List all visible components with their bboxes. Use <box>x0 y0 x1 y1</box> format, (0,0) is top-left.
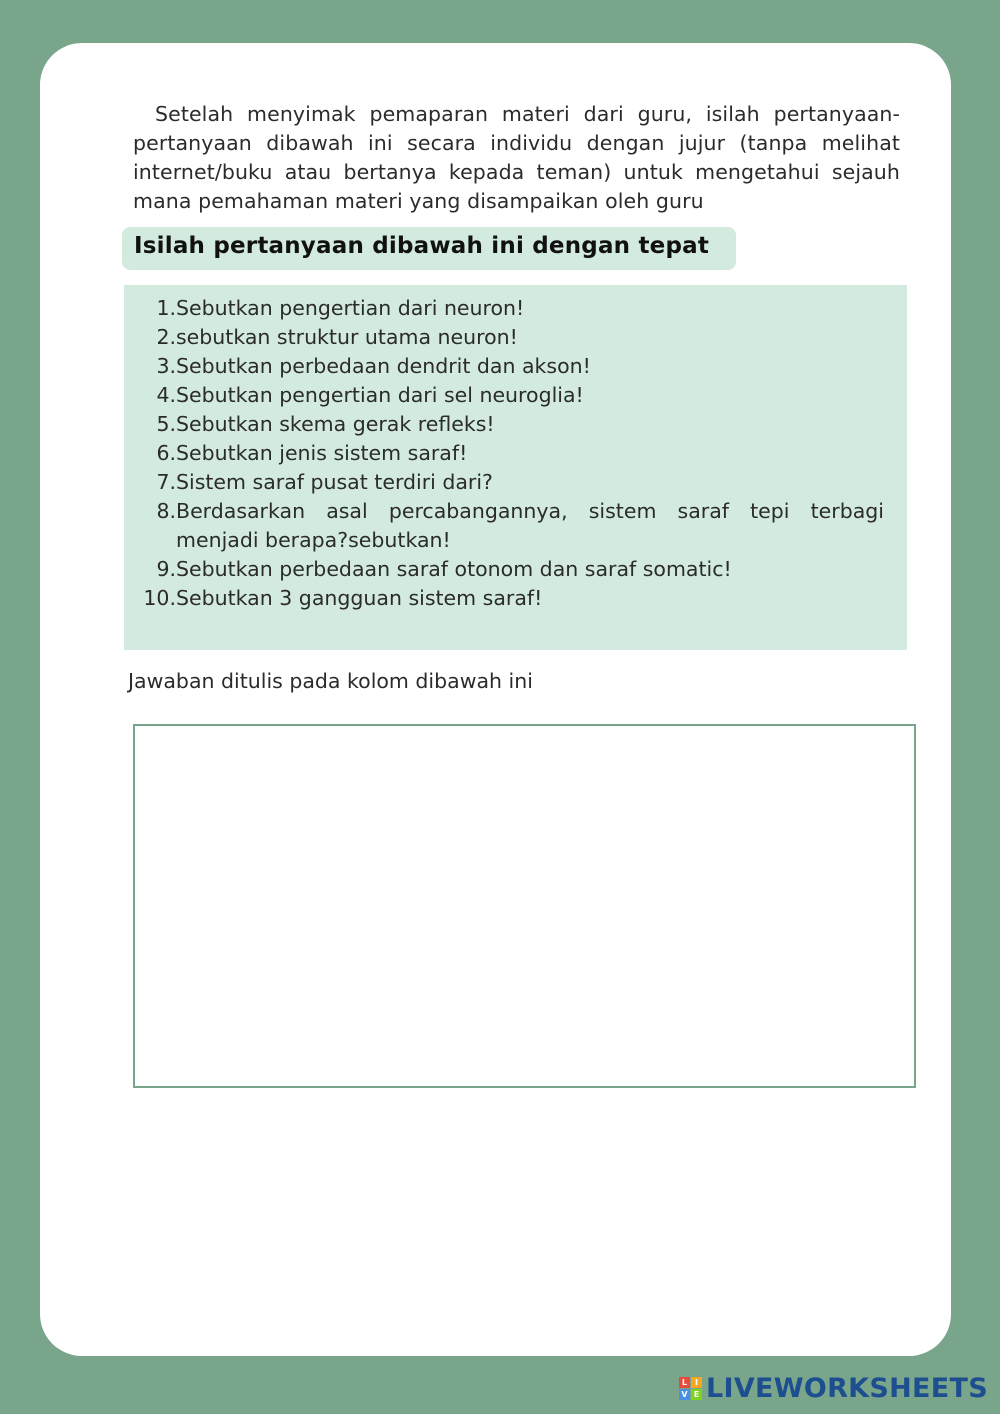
questions-panel <box>124 285 907 650</box>
liveworksheets-logo-icon <box>679 1377 702 1400</box>
question-item <box>134 497 884 555</box>
question-item <box>134 439 884 468</box>
logo-letter-l: L <box>679 1377 690 1388</box>
question-item <box>134 381 884 410</box>
question-number: 10. <box>143 586 176 610</box>
question-text: Sebutkan pengertian dari neuron! <box>176 296 525 320</box>
logo-letter-i: I <box>691 1377 702 1388</box>
question-number: 3. <box>156 354 176 378</box>
question-number: 4. <box>156 383 176 407</box>
question-text: Sebutkan pengertian dari sel neuroglia! <box>176 383 584 407</box>
answer-instruction: Jawaban ditulis pada kolom dibawah ini <box>128 669 533 693</box>
question-text: sebutkan struktur utama neuron! <box>176 325 518 349</box>
brand-name: LIVEWORKSHEETS <box>705 1373 988 1404</box>
question-number: 9. <box>156 557 176 581</box>
question-item <box>134 352 884 381</box>
question-number: 8. <box>156 499 176 523</box>
question-text: Sebutkan 3 gangguan sistem saraf! <box>176 586 543 610</box>
logo-letter-e: E <box>691 1389 702 1400</box>
question-number: 6. <box>156 441 176 465</box>
question-number: 7. <box>156 470 176 494</box>
question-number: 5. <box>156 412 176 436</box>
question-number: 2. <box>156 325 176 349</box>
question-text: Sebutkan perbedaan saraf otonom dan saraf somatic! <box>176 557 732 581</box>
question-item <box>134 584 884 613</box>
question-item <box>134 294 884 323</box>
liveworksheets-brand <box>679 1373 988 1404</box>
section-heading-band <box>122 227 736 270</box>
question-item <box>134 555 884 584</box>
section-heading: Isilah pertanyaan dibawah ini dengan tepat <box>134 233 710 259</box>
question-item <box>134 468 884 497</box>
question-text: Sistem saraf pusat terdiri dari? <box>176 470 493 494</box>
question-item <box>134 410 884 439</box>
question-text: Berdasarkan asal percabangannya, sistem saraf tepi terbagi menjadi berapa?sebutkan! <box>176 499 884 552</box>
question-text: Sebutkan jenis sistem saraf! <box>176 441 468 465</box>
question-list <box>134 294 884 613</box>
intro-paragraph: Setelah menyimak pemaparan materi dari guru, isilah pertanyaan-pertanyaan dibawah ini secara individu dengan jujur (tanpa melihat internet/buku atau bertanya kepada teman) untuk mengetahui sejauh mana pemahaman materi yang disampaikan oleh guru <box>133 102 900 213</box>
question-text: Sebutkan perbedaan dendrit dan akson! <box>176 354 591 378</box>
question-item <box>134 323 884 352</box>
question-text: Sebutkan skema gerak refleks! <box>176 412 495 436</box>
answer-textbox[interactable] <box>133 724 916 1088</box>
question-number: 1. <box>156 296 176 320</box>
logo-letter-v: V <box>679 1389 690 1400</box>
